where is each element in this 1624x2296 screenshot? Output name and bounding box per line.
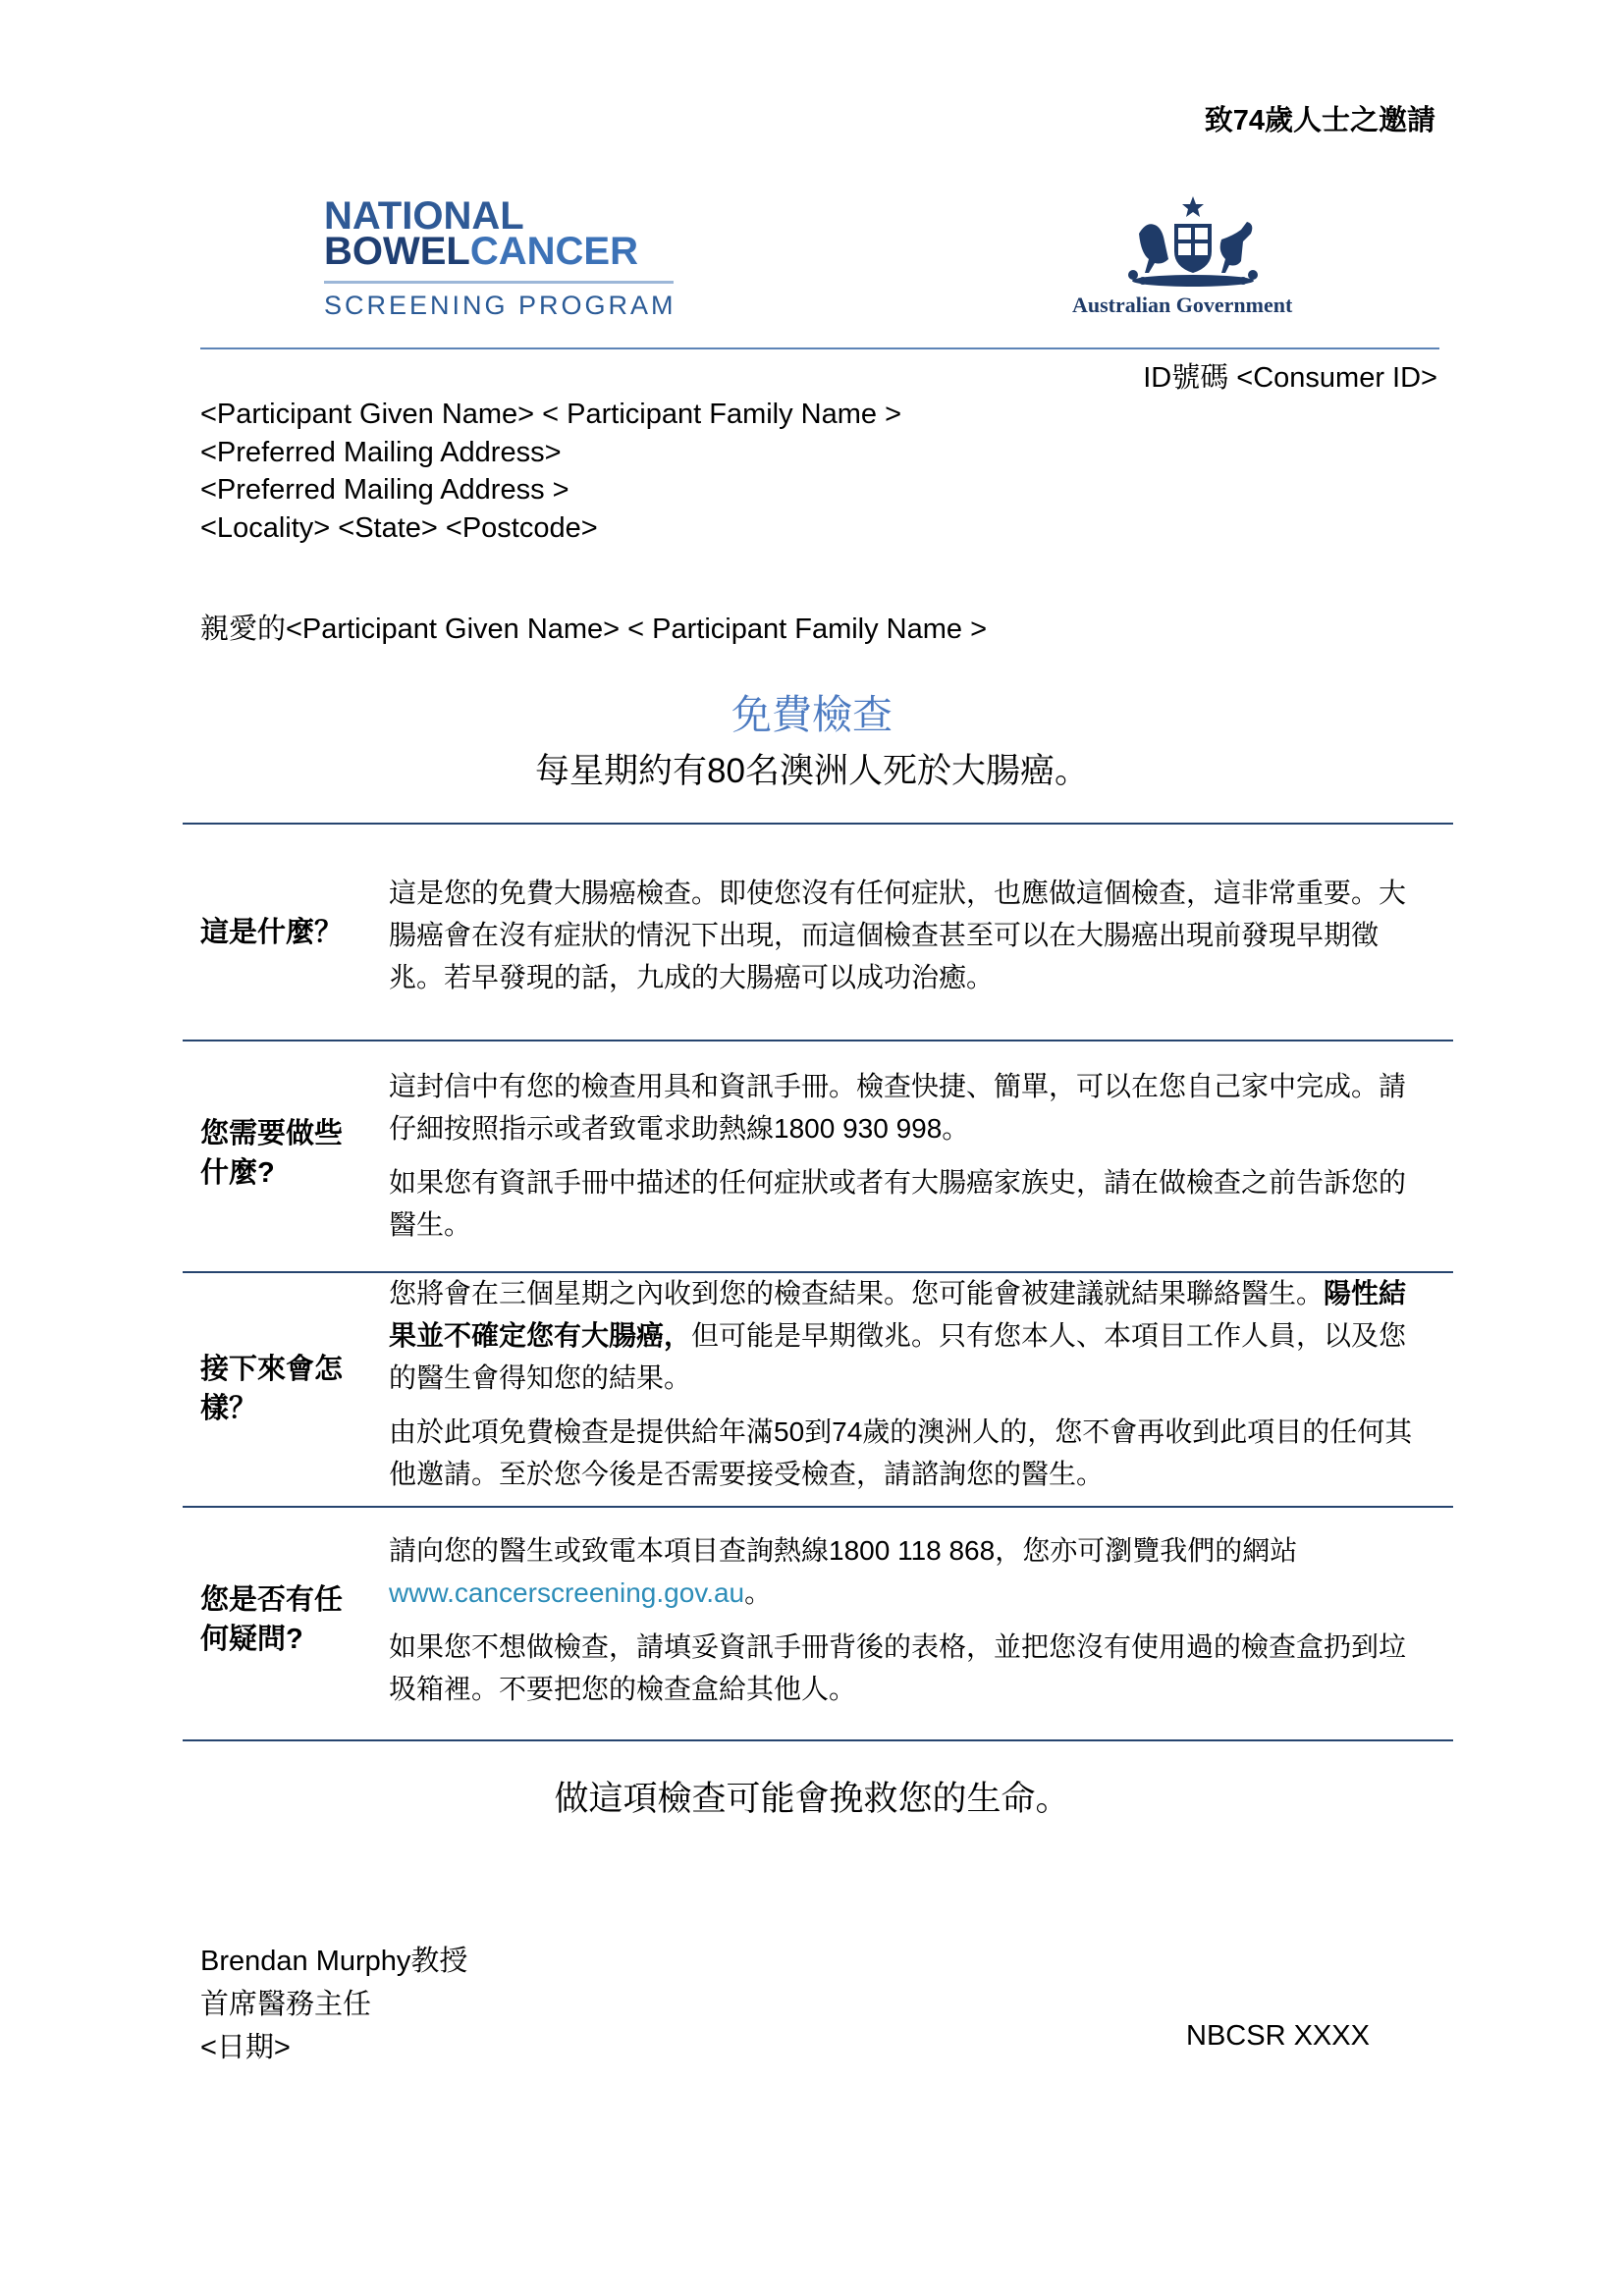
invitation-title: 致74歲人士之邀請	[1204, 105, 1435, 136]
signatory-role: 首席醫務主任	[200, 1989, 372, 2020]
section-paragraph: 這是您的免費大腸癌檢查。即使您沒有任何症狀，也應做這個檢查，這非常重要。大腸癌會在沒有症狀的情況下出現，而這個檢查甚至可以在大腸癌出現前發現早期徵兆。若早發現的話，九成的大腸癌可以成功治癒。	[389, 878, 1407, 992]
logo-line-national: NATIONAL	[324, 194, 524, 238]
letter-date: <日期>	[200, 2032, 291, 2063]
logo-word-cancer: CANCER	[469, 230, 638, 273]
salutation: 親愛的<Participant Given Name> < Participant Family Name >	[200, 614, 988, 645]
paragraph-text: 您將會在三個星期之內收到您的檢查結果。您可能會被建議就結果聯絡醫生。	[389, 1278, 1325, 1308]
section-body-what-next	[389, 1272, 1430, 1495]
coat-of-arms-icon	[1119, 194, 1267, 291]
address-name: <Participant Given Name> < Participant Family Name >	[200, 399, 902, 430]
logo-line-bowel-cancer	[324, 232, 638, 271]
section-label-what-next: 接下來會怎樣？	[200, 1354, 344, 1424]
section-divider	[183, 1040, 1453, 1041]
section-paragraph	[389, 1529, 1430, 1614]
section-divider	[183, 1506, 1453, 1508]
section-label-what-is-this: 這是什麼？	[200, 917, 344, 948]
closing-statement: 做這項檢查可能會挽救您的生命。	[554, 1780, 1070, 1818]
australian-government-label: Australian Government	[1072, 293, 1293, 317]
logo-line-screening-program: SCREENING PROGRAM	[324, 291, 677, 320]
section-paragraph: 如果您有資訊手冊中描述的任何症狀或者有大腸癌家族史，請在做檢查之前告訴您的醫生。	[389, 1167, 1407, 1240]
logo-word-bowel: BOWEL	[324, 230, 470, 273]
nbcsp-logo	[324, 196, 677, 320]
logo-divider	[324, 281, 674, 284]
paragraph-text: 。	[744, 1577, 773, 1608]
paragraph-text: 請向您的醫生或致電本項目查詢熱線1800 118 868，您亦可瀏覽我們的網站	[389, 1535, 1298, 1566]
paragraph-text: 但可能是早期徵兆。只有您本人、本項目工作人員，以及您的醫生會得知您的結果。	[389, 1320, 1407, 1393]
signature-block	[200, 1940, 467, 2069]
consumer-id: ID號碼 <Consumer ID>	[1143, 362, 1437, 394]
paragraph-bold-text: 陽性結果並不確定您有大腸癌，	[389, 1278, 1407, 1351]
section-divider	[183, 1739, 1453, 1741]
reference-code: NBCSR XXXX	[1186, 2020, 1370, 2052]
section-label-questions: 您是否有任何疑問?	[200, 1584, 344, 1655]
address-block	[200, 396, 901, 547]
signatory-name: Brendan Murphy教授	[200, 1946, 468, 1977]
address-line-1: <Preferred Mailing Address>	[200, 436, 562, 468]
section-paragraph: 如果您不想做檢查，請填妥資訊手冊背後的表格，並把您沒有使用過的檢查盒扔到垃圾箱裡。不要把您的檢查盒給其他人。	[389, 1631, 1407, 1704]
section-body-questions	[389, 1529, 1430, 1710]
section-label-what-to-do: 您需要做些什麼?	[200, 1118, 344, 1189]
header-divider	[200, 347, 1439, 349]
letter-subtitle: 每星期約有80名澳洲人死於大腸癌。	[535, 752, 1089, 790]
letter-title: 免費檢查	[731, 692, 893, 737]
address-line-2: <Preferred Mailing Address >	[200, 474, 569, 506]
section-paragraph: 由於此項免費檢查是提供給年滿50到74歲的澳洲人的，您不會再收到此項目的任何其他邀請。至於您今後是否需要接受檢查，請諮詢您的醫生。	[389, 1416, 1413, 1489]
address-locality: <Locality> <State> <Postcode>	[200, 511, 598, 544]
section-paragraph: 這封信中有您的檢查用具和資訊手冊。檢查快捷、簡單，可以在您自己家中完成。請仔細按照指示或者致電求助熱線1800 930 998。	[389, 1071, 1407, 1144]
section-divider	[183, 823, 1453, 825]
website-link[interactable]: www.cancerscreening.gov.au	[389, 1577, 745, 1608]
section-body-what-is-this	[389, 872, 1430, 998]
section-paragraph	[389, 1272, 1430, 1399]
section-body-what-to-do	[389, 1065, 1430, 1246]
